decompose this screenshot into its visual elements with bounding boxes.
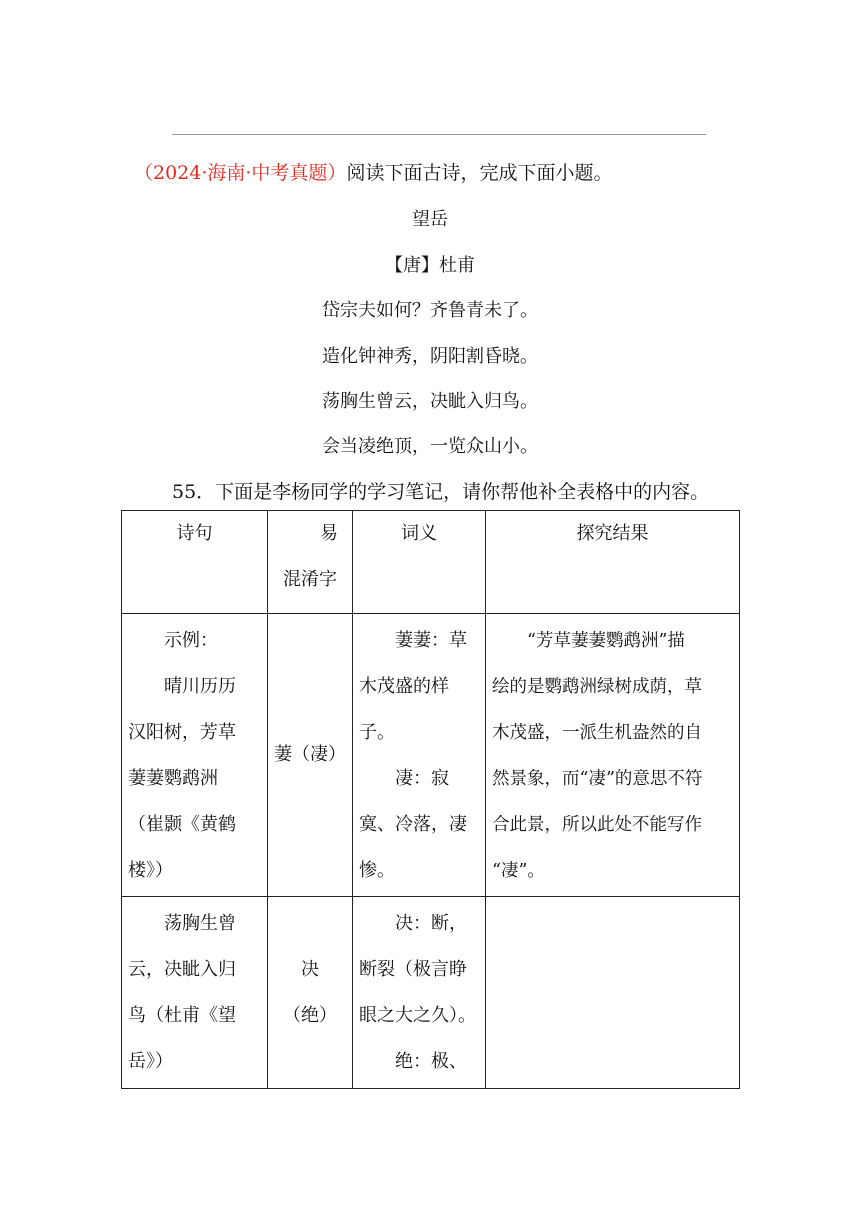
- row2-verse: 荡胸生曾 云，决眦入归 鸟（杜甫《望 岳》）: [122, 897, 268, 1089]
- table-row: [122, 897, 740, 1089]
- header-verse: 诗句: [122, 511, 268, 614]
- question-instruction: 阅读下面古诗，完成下面小题。: [346, 162, 613, 184]
- row1-verse: 示例： 晴川历历 汉阳树，芳草 萋萋鹦鹉洲 （崔颢《黄鹤 楼》）: [122, 614, 268, 897]
- row2-meaning: 决：断， 断裂（极言睁 眼之大之久）。 绝：极、: [353, 897, 486, 1089]
- study-notes-table: [121, 510, 740, 1089]
- question-source: （2024·海南·中考真题）: [134, 162, 347, 184]
- question-55: 55．下面是李杨同学的学习笔记，请你帮他补全表格中的内容。: [172, 481, 710, 503]
- row2-char: 决 （绝）: [268, 897, 353, 1089]
- question-intro: [134, 158, 612, 185]
- row1-meaning: 萋萋：草 木茂盛的样 子。 凄：寂 寞、冷落，凄 惨。: [353, 614, 486, 897]
- header-rule: [172, 134, 706, 135]
- header-result: 探究结果: [486, 511, 740, 614]
- header-char: 易 混淆字: [268, 511, 353, 614]
- poem-author: 【唐】杜甫: [385, 255, 475, 276]
- table-row: [122, 614, 740, 897]
- row1-char: 萋（凄）: [268, 614, 353, 897]
- header-meaning: 词义: [353, 511, 486, 614]
- poem-line-1: 岱宗夫如何？齐鲁青未了。: [322, 300, 538, 321]
- poem-line-4: 会当凌绝顶，一览众山小。: [322, 436, 538, 457]
- poem-line-3: 荡胸生曾云，决眦入归鸟。: [322, 391, 538, 412]
- row1-result: “芳草萋萋鹦鹉洲”描 绘的是鹦鹉洲绿树成荫，草 木茂盛，一派生机盎然的自 然景象，而“凄”的意思不符 合此景，所以此处不能写作 “凄”。: [486, 614, 740, 897]
- poem-line-2: 造化钟神秀，阴阳割昏晓。: [322, 346, 538, 367]
- row2-result-blank[interactable]: [486, 897, 740, 1089]
- poem-title: 望岳: [412, 209, 448, 230]
- table-header-row: [122, 511, 740, 614]
